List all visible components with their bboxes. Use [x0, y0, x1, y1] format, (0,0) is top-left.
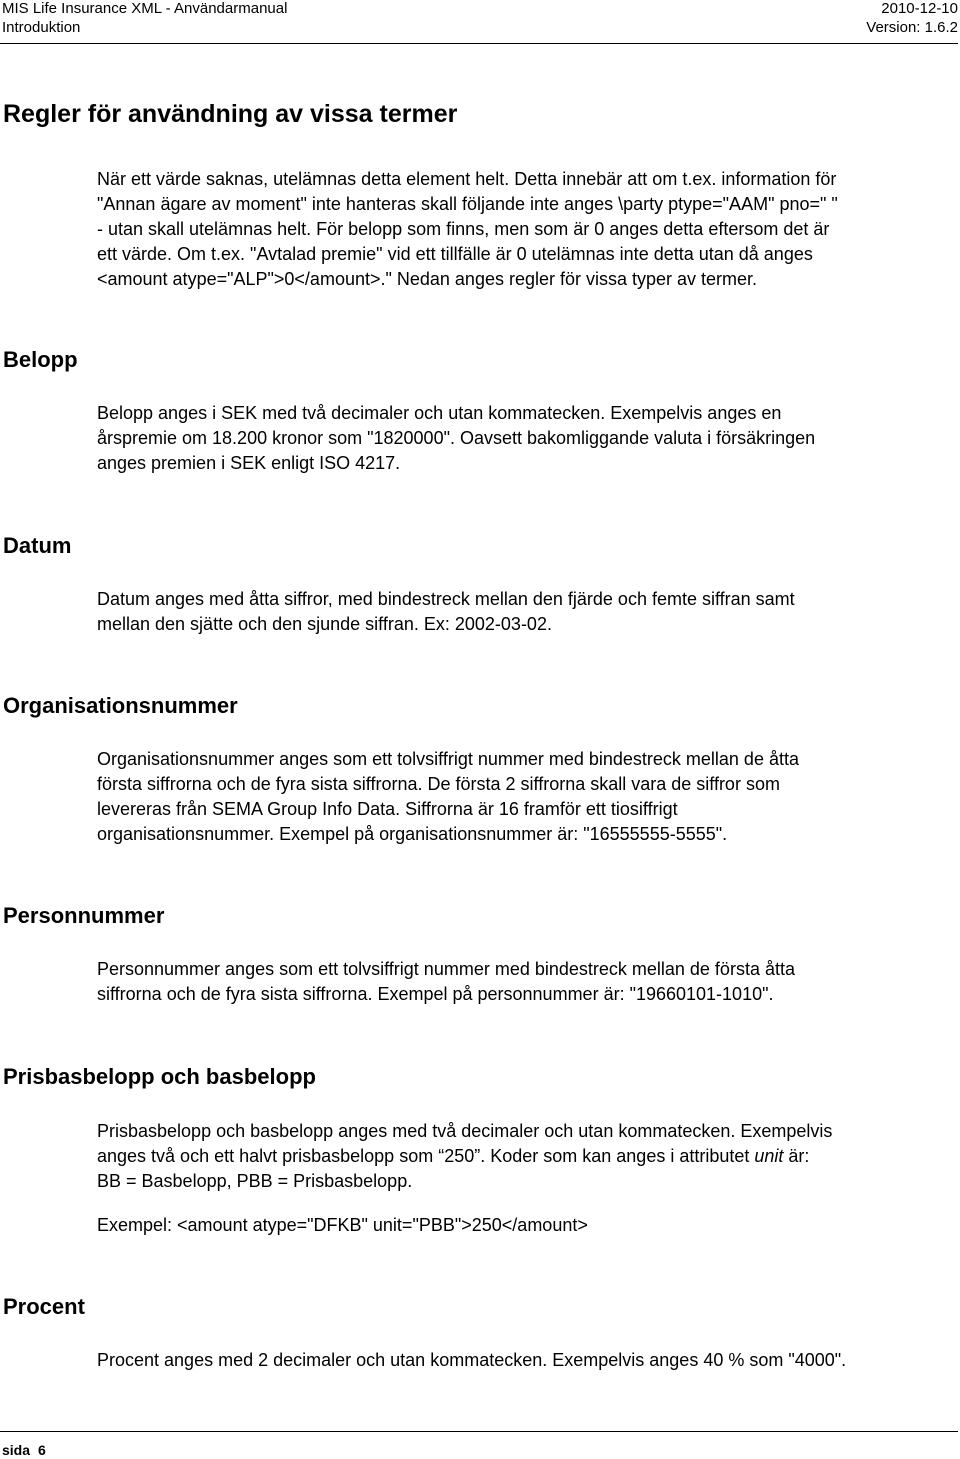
page-number: 6 — [38, 1442, 46, 1458]
paragraph-line: Belopp anges i SEK med två decimaler och utan kommatecken. Exempelvis anges en — [97, 403, 782, 423]
paragraph-line: årspremie om 18.200 kronor som "1820000". Oavsett bakomliggande valuta i försäkringen — [97, 428, 816, 448]
paragraph-line: organisationsnummer. Exempel på organisationsnummer är: "16555555-5555". — [97, 824, 728, 844]
document-date: 2010-12-10 — [881, 0, 958, 17]
paragraph-line: Personnummer anges som ett tolvsiffrigt nummer med bindestreck mellan de första åtta — [97, 959, 795, 979]
example-line: Exempel: <amount atype="DFKB" unit="PBB">250</amount> — [97, 1215, 588, 1235]
paragraph-line: "Annan ägare av moment" inte hanteras skall följande inte anges \party ptype="AAM" pno=" " — [97, 194, 838, 214]
paragraph-line: Prisbasbelopp och basbelopp anges med två decimaler och utan kommatecken. Exempelvis — [97, 1121, 833, 1141]
paragraph-line: levereras från SEMA Group Info Data. Siffrorna är 16 framför ett tiosiffrigt — [97, 799, 678, 819]
document-title: MIS Life Insurance XML - Användarmanual — [2, 0, 288, 17]
page-title: Regler för användning av vissa termer — [3, 100, 458, 128]
section-heading-prisbasbelopp: Prisbasbelopp och basbelopp — [3, 1064, 316, 1089]
paragraph-line: anges premien i SEK enligt ISO 4217. — [97, 453, 401, 473]
footer-rule — [0, 1431, 958, 1432]
section-heading-organisationsnummer: Organisationsnummer — [3, 693, 238, 718]
intro-paragraph — [97, 167, 957, 292]
organisationsnummer-paragraph — [97, 747, 957, 847]
procent-paragraph — [97, 1348, 957, 1373]
belopp-paragraph — [97, 401, 957, 476]
section-name: Introduktion — [2, 19, 81, 36]
paragraph-line: ett värde. Om t.ex. "Avtalad premie" vid ett tillfälle är 0 utelämnas inte detta utan då anges — [97, 244, 813, 264]
header-rule — [0, 43, 958, 44]
section-heading-personnummer: Personnummer — [3, 903, 165, 928]
text-run: är: — [783, 1146, 810, 1166]
document-version: Version: 1.6.2 — [866, 19, 958, 36]
paragraph-line: Procent anges med 2 decimaler och utan kommatecken. Exempelvis anges 40 % som "4000". — [97, 1350, 847, 1370]
page-label: sida — [2, 1442, 31, 1458]
prisbasbelopp-paragraph — [97, 1119, 957, 1194]
attribute-name: unit — [754, 1146, 784, 1166]
page-footer — [2, 1442, 46, 1458]
paragraph-line: mellan den sjätte och den sjunde siffran. Ex: 2002-03-02. — [97, 614, 552, 634]
paragraph-line: <amount atype="ALP">0</amount>." Nedan anges regler för vissa typer av termer. — [97, 269, 758, 289]
text-run: anges två och ett halvt prisbasbelopp som “250”. Koder som kan anges i attributet — [97, 1146, 755, 1166]
paragraph-line: första siffrorna och de fyra sista siffrorna. De första 2 siffrorna skall vara de siffror som — [97, 774, 780, 794]
paragraph-line: siffrorna och de fyra sista siffrorna. Exempel på personnummer är: "19660101-1010". — [97, 984, 774, 1004]
paragraph-line — [97, 1144, 957, 1169]
paragraph-line: BB = Basbelopp, PBB = Prisbasbelopp. — [97, 1171, 413, 1191]
paragraph-line: När ett värde saknas, utelämnas detta element helt. Detta innebär att om t.ex. information för — [97, 169, 837, 189]
paragraph-line: Datum anges med åtta siffror, med bindestreck mellan den fjärde och femte siffran samt — [97, 589, 795, 609]
paragraph-line: - utan skall utelämnas helt. För belopp som finns, men som är 0 anges detta eftersom det är — [97, 219, 830, 239]
section-heading-procent: Procent — [3, 1294, 85, 1319]
prisbasbelopp-example — [97, 1213, 957, 1238]
personnummer-paragraph — [97, 957, 957, 1007]
section-heading-datum: Datum — [3, 533, 72, 558]
datum-paragraph — [97, 587, 957, 637]
section-heading-belopp: Belopp — [3, 347, 78, 372]
paragraph-line: Organisationsnummer anges som ett tolvsiffrigt nummer med bindestreck mellan de åtta — [97, 749, 799, 769]
